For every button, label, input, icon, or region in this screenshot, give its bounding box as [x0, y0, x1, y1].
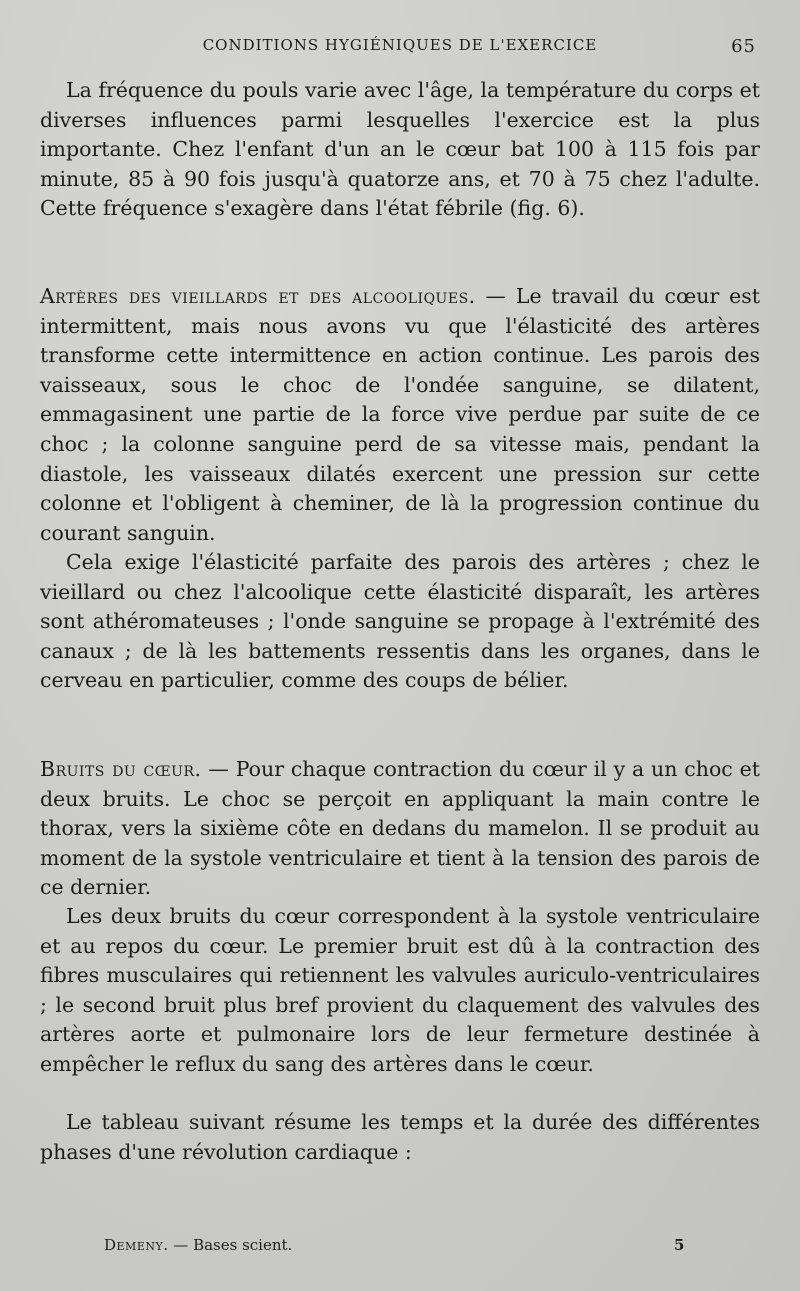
- footer-signature-mark: 5: [674, 1236, 685, 1254]
- footer-book-title: Bases scient.: [193, 1236, 293, 1254]
- page-footer: [40, 1236, 760, 1260]
- footer-author: Demeny.: [104, 1236, 169, 1254]
- section-heart-sounds-text: Pour chaque contraction du cœur il y a un choc et deux bruits. Le choc se perçoit en appliquant la main contre le thorax, vers la sixième côte en dedans du mamelon. Il se produit au moment de la systole ventriculaire et tient à la tension des parois de ce dernier.: [40, 757, 760, 900]
- paragraph-elasticity: Cela exige l'élasticité parfaite des parois des artères ; chez le vieillard ou chez l'alcoolique cette élasticité disparaît, les artères sont athéromateuses ; l'onde sanguine se propage à l'extrémité des canaux ; de là les battements ressentis dans les organes, dans le cerveau en particulier, comme des coups de bélier.: [40, 550, 760, 693]
- page-number: 65: [731, 36, 756, 57]
- paragraph-two-sounds: Les deux bruits du cœur correspondent à la systole ventriculaire et au repos du cœur. Le premier bruit est dû à la contraction des fibres musculaires qui retiennent les valvules auriculo-ventriculaires ; le second bruit plus bref provient du claquement des valvules des artères aorte et pulmonaire lors de leur fermeture destinée à empêcher le reflux du sang des artères dans le cœur.: [40, 904, 760, 1076]
- footer-credit: [104, 1236, 292, 1254]
- section-heart-sounds-paragraph: [40, 755, 760, 903]
- section-arteries-text: Le travail du cœur est intermittent, mais nous avons vu que l'élasticité des artères transforme cette intermittence en action continue. Les parois des vaisseaux, sous le choc de l'ondée sanguine, se dilatent, emmagasinent une partie de la force vive perdue par suite de ce choc ; la colonne sanguine perd de sa vitesse mais, pendant la diastole, les vaisseaux dilatés exercent une pression sur cette colonne et l'obligent à cheminer, de là la progression continue du courant sanguin.: [40, 284, 760, 545]
- paragraph-table-intro: Le tableau suivant résume les temps et la durée des différentes phases d'une révolution cardiaque :: [40, 1110, 760, 1164]
- section-arteries-paragraph: [40, 282, 760, 548]
- heading-dash: —: [201, 757, 236, 781]
- section-heading-heart-sounds: Bruits du cœur.: [40, 757, 202, 781]
- running-head-title: CONDITIONS HYGIÉNIQUES DE L'EXERCICE: [202, 36, 598, 54]
- section-heading-arteries: Artères des vieillards et des alcooliques.: [40, 284, 476, 308]
- heading-dash: —: [475, 284, 516, 308]
- paragraph-pulse-frequency: La fréquence du pouls varie avec l'âge, la température du corps et diverses influences parmi lesquelles l'exercice est la plus importante. Chez l'enfant d'un an le cœur bat 100 à 115 fois par minute, 85 à 90 fois jusqu'à quatorze ans, et 70 à 75 chez l'adulte. Cette fréquence s'exagère dans l'état fébrile (fig. 6).: [40, 78, 760, 221]
- footer-dash: —: [168, 1236, 194, 1254]
- running-head: [40, 36, 760, 60]
